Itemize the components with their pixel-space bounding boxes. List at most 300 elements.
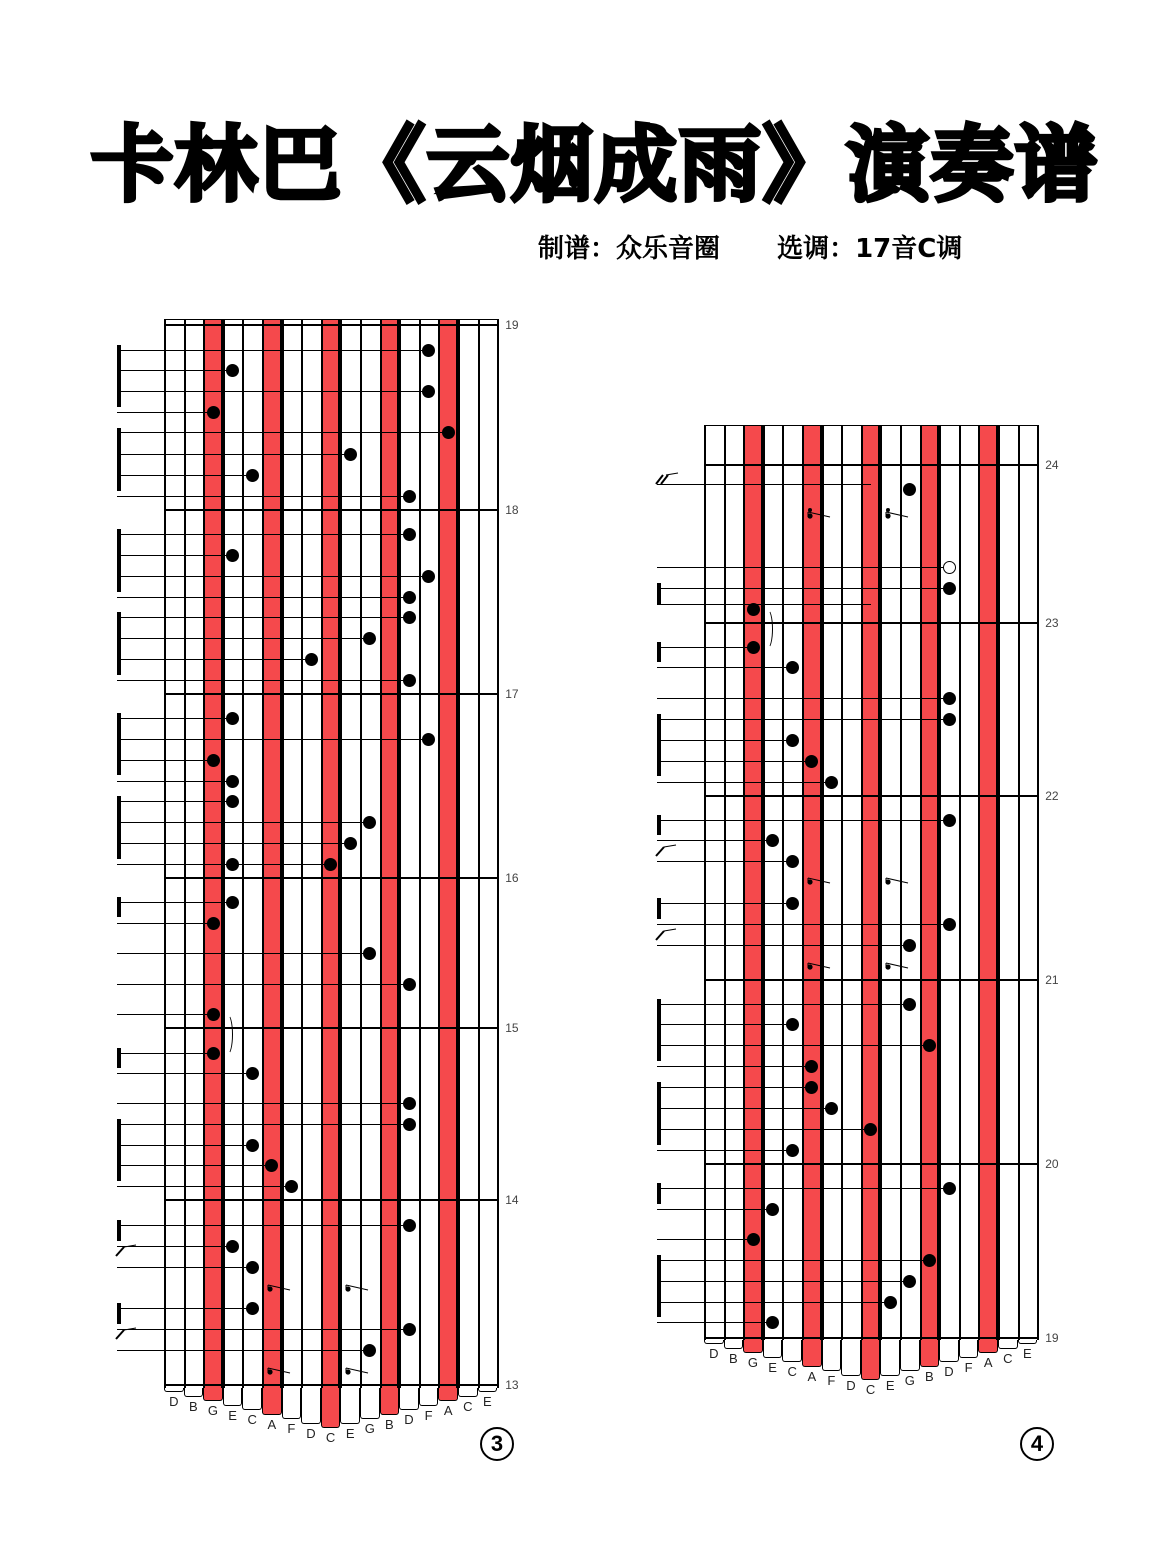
key-label: D bbox=[169, 1394, 179, 1409]
rhythm-line bbox=[117, 370, 233, 371]
note-dot bbox=[903, 483, 916, 496]
note-dot bbox=[943, 1182, 956, 1195]
rhythm-line bbox=[657, 761, 812, 762]
page-title: 卡林巴《云烟成雨》演奏谱 bbox=[90, 118, 1099, 213]
rhythm-line bbox=[117, 953, 370, 954]
rhythm-line bbox=[117, 1225, 409, 1226]
key-label: E bbox=[483, 1394, 492, 1409]
measure-line bbox=[164, 1384, 497, 1386]
page-number-badge: 3 bbox=[480, 1427, 514, 1461]
note-dot bbox=[805, 755, 818, 768]
note-dot bbox=[943, 918, 956, 931]
rhythm-line bbox=[117, 1124, 409, 1125]
key-tine-tip bbox=[880, 1340, 900, 1376]
rhythm-line bbox=[117, 1267, 252, 1268]
rhythm-line bbox=[117, 781, 233, 782]
note-dot bbox=[766, 1203, 779, 1216]
grace-note bbox=[807, 956, 833, 970]
measure-number: 20 bbox=[1045, 1157, 1059, 1171]
beam-bar bbox=[657, 642, 661, 662]
note-dot bbox=[786, 661, 799, 674]
measure-line bbox=[164, 324, 497, 326]
key-tine-tip bbox=[360, 1388, 380, 1419]
note-dot bbox=[903, 1275, 916, 1288]
beam-bar bbox=[117, 796, 121, 859]
note-dot bbox=[747, 1233, 760, 1246]
key-tine-tip bbox=[822, 1340, 842, 1371]
rhythm-line bbox=[657, 924, 949, 925]
note-dot bbox=[825, 776, 838, 789]
rhythm-line bbox=[117, 1053, 213, 1054]
rhythm-line bbox=[117, 822, 370, 823]
key-label: F bbox=[964, 1359, 973, 1375]
grace-note bbox=[885, 505, 911, 519]
note-dot bbox=[422, 344, 435, 357]
rhythm-line bbox=[117, 454, 350, 455]
key-column-c bbox=[998, 425, 1018, 1340]
note-dot bbox=[246, 1067, 259, 1080]
rhythm-line bbox=[657, 604, 871, 605]
key-tine-tip bbox=[164, 1388, 184, 1392]
note-dot bbox=[805, 1060, 818, 1073]
note-dot bbox=[884, 1296, 897, 1309]
rhythm-line bbox=[657, 1087, 812, 1088]
key-tine-tip bbox=[380, 1388, 400, 1415]
rhythm-line bbox=[117, 1073, 252, 1074]
rhythm-line bbox=[117, 432, 448, 433]
key-column-b bbox=[184, 319, 204, 1388]
key-tine-tip bbox=[959, 1340, 979, 1358]
key-label: G bbox=[904, 1373, 915, 1388]
note-dot bbox=[903, 939, 916, 952]
key-tine-tip bbox=[203, 1388, 223, 1401]
note-dot bbox=[363, 947, 376, 960]
key-tine-tip bbox=[242, 1388, 262, 1410]
rhythm-line bbox=[657, 1260, 929, 1261]
note-dot bbox=[226, 795, 239, 808]
note-dot bbox=[226, 896, 239, 909]
rhythm-line bbox=[117, 902, 233, 903]
beam-bar bbox=[117, 713, 121, 775]
key-label: B bbox=[729, 1350, 738, 1366]
rhythm-line bbox=[117, 555, 233, 556]
rhythm-line bbox=[657, 903, 792, 904]
key-column-c bbox=[861, 425, 881, 1340]
measure-number: 17 bbox=[505, 687, 519, 701]
key-column-b bbox=[724, 425, 744, 1340]
grace-note bbox=[345, 1361, 371, 1375]
rhythm-line bbox=[117, 534, 409, 535]
note-dot bbox=[363, 632, 376, 645]
rhythm-line bbox=[657, 1108, 831, 1109]
rhythm-line bbox=[657, 1004, 910, 1005]
rhythm-line bbox=[117, 843, 350, 844]
key-column-g bbox=[743, 425, 763, 1340]
key-label: F bbox=[827, 1373, 836, 1388]
rhythm-line bbox=[117, 801, 233, 802]
note-dot bbox=[324, 858, 337, 871]
rhythm-line bbox=[117, 617, 409, 618]
rhythm-line bbox=[117, 1308, 252, 1309]
rhythm-line bbox=[657, 861, 792, 862]
key-tine-tip bbox=[704, 1340, 724, 1344]
rhythm-line bbox=[657, 1045, 929, 1046]
note-dot bbox=[207, 406, 220, 419]
note-dot bbox=[403, 1323, 416, 1336]
key-label: A bbox=[983, 1355, 993, 1370]
note-dot bbox=[923, 1254, 936, 1267]
measure-number: 14 bbox=[505, 1193, 519, 1207]
rhythm-line bbox=[657, 588, 949, 589]
arranger-credit: 制谱：众乐音圈 bbox=[538, 234, 721, 264]
rhythm-line bbox=[657, 698, 949, 699]
note-dot bbox=[207, 754, 220, 767]
rhythm-line bbox=[117, 1165, 272, 1166]
slide-ornament-icon bbox=[654, 842, 684, 861]
key-tine-tip bbox=[743, 1340, 763, 1353]
beam-bar bbox=[657, 583, 661, 604]
key-label: F bbox=[424, 1407, 433, 1423]
key-column-c bbox=[458, 319, 478, 1388]
note-dot bbox=[903, 998, 916, 1011]
note-dot bbox=[226, 364, 239, 377]
beam-bar bbox=[657, 1082, 661, 1145]
note-dot bbox=[285, 1180, 298, 1193]
key-tine-tip bbox=[321, 1388, 341, 1428]
measure-number: 19 bbox=[505, 318, 519, 332]
note-dot bbox=[786, 734, 799, 747]
rhythm-line bbox=[657, 1322, 773, 1323]
grace-note bbox=[885, 871, 911, 885]
rhythm-line bbox=[657, 782, 831, 783]
rhythm-line bbox=[117, 1329, 409, 1330]
key-tine-tip bbox=[900, 1340, 920, 1371]
key-label: E bbox=[345, 1425, 355, 1441]
note-dot bbox=[207, 1047, 220, 1060]
rhythm-line bbox=[117, 984, 409, 985]
beam-bar bbox=[117, 897, 121, 917]
measure-number: 24 bbox=[1045, 458, 1059, 472]
key-label: G bbox=[207, 1403, 219, 1418]
key-column-a bbox=[978, 425, 998, 1340]
key-tine-tip bbox=[841, 1340, 861, 1376]
key-tine-tip bbox=[282, 1388, 302, 1419]
grace-note bbox=[267, 1361, 293, 1375]
key-label: A bbox=[443, 1403, 453, 1418]
note-dot bbox=[246, 1261, 259, 1274]
key-tine-tip bbox=[399, 1388, 419, 1410]
grace-note bbox=[807, 871, 833, 885]
rhythm-line bbox=[657, 1281, 910, 1282]
rhythm-line bbox=[117, 391, 429, 392]
chart-top-border bbox=[704, 425, 1037, 426]
key-label: D bbox=[306, 1425, 316, 1441]
note-dot bbox=[943, 713, 956, 726]
note-dot bbox=[246, 469, 259, 482]
rhythm-line bbox=[657, 1209, 773, 1210]
rhythm-line bbox=[117, 638, 370, 639]
key-column-f bbox=[282, 319, 302, 1388]
key-tine-tip bbox=[939, 1340, 959, 1362]
key-label: C bbox=[463, 1398, 473, 1414]
rhythm-line bbox=[117, 496, 409, 497]
key-column-e bbox=[1018, 425, 1038, 1340]
key-label: E bbox=[1023, 1346, 1032, 1361]
beam-bar bbox=[657, 1183, 661, 1204]
rhythm-line bbox=[657, 647, 753, 648]
slide-ornament-icon bbox=[114, 1242, 144, 1261]
note-dot bbox=[422, 733, 435, 746]
slide-ornament-icon bbox=[654, 926, 684, 945]
rhythm-line bbox=[657, 740, 792, 741]
measure-line bbox=[164, 1027, 497, 1029]
key-column-e bbox=[478, 319, 498, 1388]
beam-bar bbox=[657, 1255, 661, 1317]
note-dot bbox=[344, 448, 357, 461]
note-dot bbox=[226, 775, 239, 788]
key-column-e bbox=[223, 319, 243, 1388]
note-dot bbox=[442, 426, 455, 439]
note-dot bbox=[344, 837, 357, 850]
note-dot bbox=[786, 1144, 799, 1157]
note-dot bbox=[207, 1008, 220, 1021]
slide-ornament-icon bbox=[114, 1325, 144, 1344]
key-label: A bbox=[807, 1368, 817, 1384]
measure-number: 16 bbox=[505, 871, 519, 885]
measure-number: 22 bbox=[1045, 789, 1059, 803]
note-dot bbox=[226, 712, 239, 725]
beam-bar bbox=[117, 1220, 121, 1241]
note-dot bbox=[403, 591, 416, 604]
key-tine-tip bbox=[998, 1340, 1018, 1349]
rhythm-line bbox=[657, 1188, 949, 1189]
key-label: B bbox=[189, 1398, 198, 1414]
slide-ornament-icon bbox=[654, 470, 684, 489]
key-tine-tip bbox=[340, 1388, 360, 1424]
beam-bar bbox=[117, 612, 121, 675]
key-label: E bbox=[768, 1359, 777, 1375]
note-dot bbox=[246, 1139, 259, 1152]
beam-bar bbox=[117, 1303, 121, 1324]
measure-line bbox=[704, 795, 1037, 797]
rhythm-line bbox=[657, 1024, 792, 1025]
note-dot bbox=[207, 917, 220, 930]
note-dot bbox=[786, 855, 799, 868]
key-column-c bbox=[321, 319, 341, 1388]
key-column-b bbox=[920, 425, 940, 1340]
key-tine-tip bbox=[419, 1388, 439, 1406]
key-tine-tip bbox=[763, 1340, 783, 1358]
note-dot bbox=[422, 385, 435, 398]
rhythm-line bbox=[117, 864, 331, 865]
key-tine-tip bbox=[223, 1388, 243, 1406]
beam-bar bbox=[117, 1119, 121, 1181]
key-label: G bbox=[747, 1355, 759, 1370]
key-column-d bbox=[164, 319, 184, 1388]
measure-number: 21 bbox=[1045, 973, 1059, 987]
rhythm-line bbox=[117, 475, 252, 476]
measure-line bbox=[164, 1199, 497, 1201]
note-dot bbox=[403, 528, 416, 541]
rhythm-line bbox=[117, 350, 429, 351]
key-column-d bbox=[841, 425, 861, 1340]
beam-bar bbox=[657, 898, 661, 919]
key-label: E bbox=[885, 1377, 895, 1393]
measure-line bbox=[704, 979, 1037, 981]
key-label: E bbox=[228, 1407, 237, 1423]
key-column-g bbox=[203, 319, 223, 1388]
measure-line bbox=[164, 693, 497, 695]
note-dot bbox=[226, 858, 239, 871]
beam-bar bbox=[117, 529, 121, 592]
chart-right-border bbox=[497, 319, 499, 1388]
rhythm-line bbox=[657, 820, 949, 821]
key-tine-tip bbox=[1018, 1340, 1038, 1344]
rhythm-line bbox=[657, 667, 792, 668]
key-label: D bbox=[404, 1412, 414, 1427]
key-label: C bbox=[1003, 1350, 1013, 1366]
chart-top-border bbox=[164, 319, 497, 320]
key-label: B bbox=[925, 1368, 934, 1384]
slur-tie bbox=[762, 609, 773, 649]
grace-note bbox=[885, 956, 911, 970]
key-label: C bbox=[865, 1382, 876, 1397]
grace-note bbox=[807, 505, 833, 519]
rhythm-line bbox=[117, 680, 409, 681]
key-tine-tip bbox=[724, 1340, 744, 1349]
measure-line bbox=[704, 464, 1037, 466]
note-dot bbox=[786, 1018, 799, 1031]
key-label: D bbox=[709, 1346, 719, 1361]
key-label: F bbox=[287, 1421, 296, 1436]
measure-number: 13 bbox=[505, 1378, 519, 1392]
key-tine-tip bbox=[782, 1340, 802, 1362]
rhythm-line bbox=[117, 739, 429, 740]
slur-tie bbox=[222, 1014, 233, 1055]
beam-bar bbox=[117, 1048, 121, 1068]
beam-bar bbox=[657, 815, 661, 835]
key-tine-tip bbox=[301, 1388, 321, 1424]
beam-bar bbox=[657, 999, 661, 1061]
rhythm-line bbox=[657, 840, 773, 841]
note-dot bbox=[226, 549, 239, 562]
measure-line bbox=[164, 509, 497, 511]
note-dot bbox=[246, 1302, 259, 1315]
key-label: A bbox=[267, 1416, 277, 1432]
note-dot bbox=[943, 692, 956, 705]
rhythm-line bbox=[657, 945, 910, 946]
measure-number: 15 bbox=[505, 1021, 519, 1035]
measure-number: 19 bbox=[1045, 1331, 1059, 1345]
rhythm-line bbox=[117, 760, 213, 761]
beam-bar bbox=[117, 428, 121, 491]
rhythm-line bbox=[657, 1150, 792, 1151]
key-column-d bbox=[704, 425, 724, 1340]
key-column-d bbox=[301, 319, 321, 1388]
key-tine-tip bbox=[802, 1340, 822, 1367]
rhythm-line bbox=[657, 567, 949, 568]
rhythm-line bbox=[657, 719, 949, 720]
key-label: C bbox=[247, 1412, 257, 1427]
key-column-f bbox=[959, 425, 979, 1340]
note-dot bbox=[747, 603, 760, 616]
note-dot bbox=[363, 816, 376, 829]
key-column-e bbox=[340, 319, 360, 1388]
rhythm-line bbox=[657, 1239, 753, 1240]
note-dot bbox=[363, 1344, 376, 1357]
note-dot bbox=[943, 582, 956, 595]
key-label: B bbox=[385, 1416, 394, 1432]
note-dot bbox=[747, 641, 760, 654]
key-column-g bbox=[360, 319, 380, 1388]
key-label: D bbox=[846, 1377, 856, 1393]
rhythm-line bbox=[117, 1145, 252, 1146]
rhythm-line bbox=[657, 1129, 871, 1130]
note-dot bbox=[403, 611, 416, 624]
measure-line bbox=[164, 877, 497, 879]
key-tine-tip bbox=[438, 1388, 458, 1401]
key-signature: 选调：17音C调 bbox=[777, 234, 963, 264]
rhythm-line bbox=[657, 1066, 812, 1067]
note-dot bbox=[786, 897, 799, 910]
note-dot bbox=[403, 978, 416, 991]
note-dot bbox=[403, 490, 416, 503]
rhythm-line bbox=[117, 597, 409, 598]
beam-bar bbox=[657, 714, 661, 776]
note-dot bbox=[923, 1039, 936, 1052]
rhythm-line bbox=[657, 1302, 890, 1303]
rhythm-line bbox=[117, 923, 213, 924]
note-dot bbox=[265, 1159, 278, 1172]
measure-line bbox=[704, 1163, 1037, 1165]
note-dot bbox=[422, 570, 435, 583]
note-dot bbox=[226, 1240, 239, 1253]
note-dot bbox=[766, 834, 779, 847]
measure-line bbox=[704, 1337, 1037, 1339]
score-credits bbox=[538, 228, 1010, 265]
note-dot bbox=[403, 1118, 416, 1131]
measure-number: 23 bbox=[1045, 616, 1059, 630]
rhythm-line bbox=[117, 659, 311, 660]
key-column-a bbox=[438, 319, 458, 1388]
rhythm-line bbox=[117, 1014, 213, 1015]
note-dot bbox=[805, 1081, 818, 1094]
key-tine-tip bbox=[262, 1388, 282, 1415]
key-tine-tip bbox=[978, 1340, 998, 1353]
beam-bar bbox=[117, 345, 121, 407]
measure-line bbox=[704, 622, 1037, 624]
note-dot bbox=[766, 1316, 779, 1329]
key-column-c bbox=[782, 425, 802, 1340]
rhythm-line bbox=[657, 484, 871, 485]
note-dot bbox=[943, 814, 956, 827]
key-column-a bbox=[262, 319, 282, 1388]
key-label: C bbox=[325, 1430, 336, 1445]
rhythm-line bbox=[117, 576, 429, 577]
measure-number: 18 bbox=[505, 503, 519, 517]
note-dot bbox=[864, 1123, 877, 1136]
key-tine-tip bbox=[458, 1388, 478, 1397]
note-dot bbox=[403, 1097, 416, 1110]
rhythm-line bbox=[117, 412, 213, 413]
note-dot bbox=[403, 1219, 416, 1232]
note-dot bbox=[825, 1102, 838, 1115]
key-label: D bbox=[944, 1364, 954, 1379]
rhythm-line bbox=[117, 718, 233, 719]
key-label: C bbox=[787, 1364, 797, 1379]
rhythm-line bbox=[117, 1103, 409, 1104]
grace-note bbox=[267, 1278, 293, 1292]
